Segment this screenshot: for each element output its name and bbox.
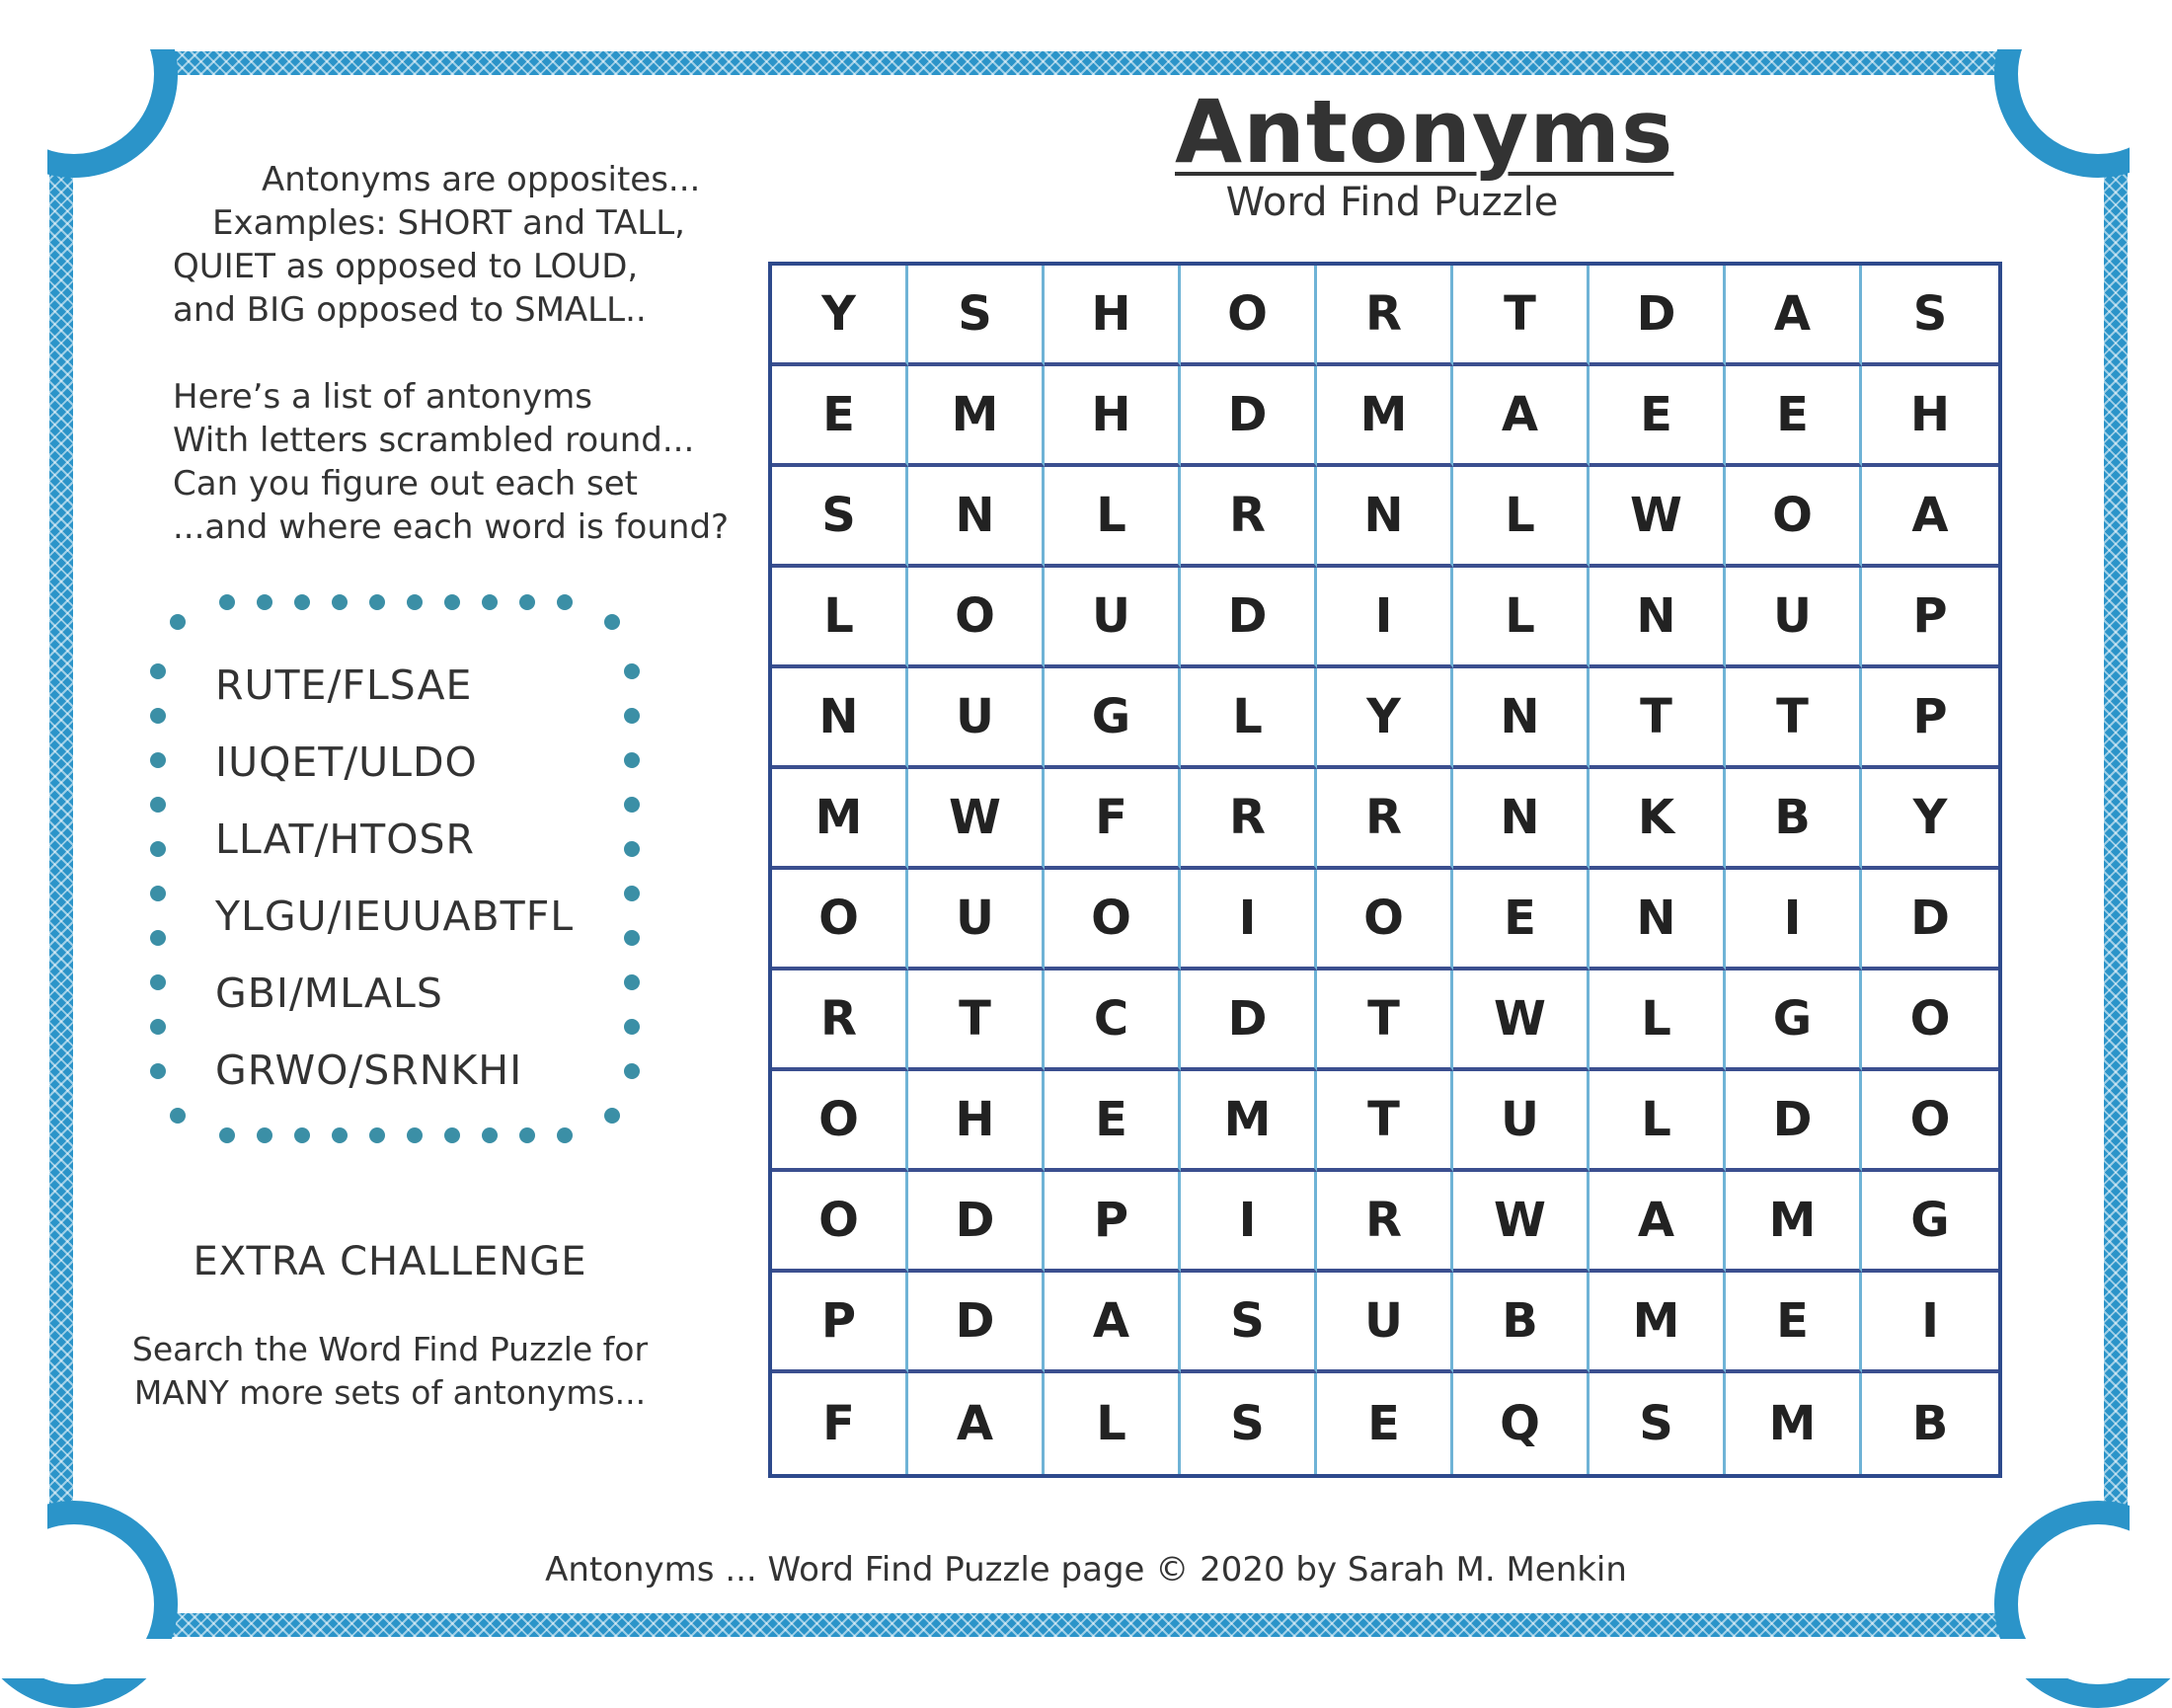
grid-cell[interactable]: S: [1181, 1373, 1317, 1474]
grid-cell[interactable]: F: [1045, 769, 1181, 870]
intro-line: [173, 332, 726, 375]
page-subtitle: Word Find Puzzle: [1225, 180, 1559, 225]
border-dot: [624, 841, 640, 857]
grid-cell[interactable]: Y: [772, 266, 908, 366]
border-dot: [444, 594, 460, 610]
grid-cell[interactable]: H: [908, 1071, 1045, 1172]
grid-cell[interactable]: T: [1453, 266, 1590, 366]
grid-cell[interactable]: U: [1317, 1273, 1453, 1373]
intro-line: QUIET as opposed to LOUD,: [173, 247, 639, 286]
grid-cell[interactable]: L: [1453, 467, 1590, 568]
border-dot: [150, 1019, 166, 1035]
word-find-grid: [768, 262, 2002, 1478]
grid-cell[interactable]: D: [1181, 366, 1317, 467]
border-dot: [624, 1019, 640, 1035]
intro-line: ...and where each word is found?: [173, 507, 730, 547]
grid-cell[interactable]: L: [772, 568, 908, 668]
grid-cell[interactable]: O: [1726, 467, 1862, 568]
margin-bottom: [0, 1639, 2172, 1678]
border-dot: [150, 797, 166, 813]
grid-cell[interactable]: S: [1862, 266, 1998, 366]
scrambled-word: RUTE/FLSAE: [215, 661, 473, 709]
grid-cell[interactable]: D: [1590, 266, 1726, 366]
border-dot: [482, 1127, 498, 1143]
grid-cell[interactable]: A: [1726, 266, 1862, 366]
grid-cell[interactable]: R: [1317, 266, 1453, 366]
grid-cell[interactable]: U: [908, 870, 1045, 970]
grid-cell[interactable]: N: [772, 668, 908, 769]
intro-line: and BIG opposed to SMALL..: [173, 290, 647, 330]
border-dot: [624, 974, 640, 990]
border-dot: [219, 1127, 235, 1143]
border-dot: [294, 594, 310, 610]
grid-cell[interactable]: H: [1045, 266, 1181, 366]
scrambled-word: YLGU/IEUUABTFL: [215, 893, 575, 940]
scrambled-word: IUQET/ULDO: [215, 738, 478, 786]
border-dot: [407, 594, 423, 610]
grid-cell[interactable]: E: [1317, 1373, 1453, 1474]
intro-line: With letters scrambled round...: [173, 421, 695, 460]
grid-cell[interactable]: W: [1590, 467, 1726, 568]
grid-cell[interactable]: R: [1181, 769, 1317, 870]
border-dot: [482, 594, 498, 610]
grid-cell[interactable]: O: [1317, 870, 1453, 970]
grid-cell[interactable]: C: [1045, 970, 1181, 1071]
grid-cell[interactable]: U: [908, 668, 1045, 769]
grid-cell[interactable]: P: [1862, 568, 1998, 668]
grid-cell[interactable]: I: [1181, 1172, 1317, 1273]
grid-cell[interactable]: U: [1453, 1071, 1590, 1172]
grid-cell[interactable]: S: [772, 467, 908, 568]
grid-cell[interactable]: M: [1317, 366, 1453, 467]
border-dot: [294, 1127, 310, 1143]
grid-cell[interactable]: D: [1181, 970, 1317, 1071]
grid-cell[interactable]: L: [1590, 1071, 1726, 1172]
grid-cell[interactable]: O: [1862, 1071, 1998, 1172]
grid-cell[interactable]: E: [1045, 1071, 1181, 1172]
border-dot: [150, 974, 166, 990]
border-dot: [257, 1127, 272, 1143]
grid-cell[interactable]: A: [1590, 1172, 1726, 1273]
grid-cell[interactable]: A: [1045, 1273, 1181, 1373]
grid-cell[interactable]: I: [1181, 870, 1317, 970]
grid-cell[interactable]: O: [772, 870, 908, 970]
border-dot: [332, 594, 348, 610]
grid-cell[interactable]: M: [1726, 1373, 1862, 1474]
grid-cell[interactable]: E: [772, 366, 908, 467]
intro-line: Can you figure out each set: [173, 464, 638, 504]
grid-cell[interactable]: N: [1453, 769, 1590, 870]
grid-cell[interactable]: S: [908, 266, 1045, 366]
grid-cell[interactable]: D: [1726, 1071, 1862, 1172]
border-left: [49, 160, 73, 1526]
border-dot: [604, 614, 620, 630]
border-dot: [369, 594, 385, 610]
grid-cell[interactable]: E: [1726, 366, 1862, 467]
grid-cell[interactable]: L: [1453, 568, 1590, 668]
grid-cell[interactable]: P: [1045, 1172, 1181, 1273]
border-dot: [519, 594, 535, 610]
grid-cell[interactable]: N: [1453, 668, 1590, 769]
grid-cell[interactable]: W: [1453, 970, 1590, 1071]
border-dot: [219, 594, 235, 610]
copyright-footer: Antonyms ... Word Find Puzzle page © 2020 by Sarah M. Menkin: [545, 1550, 1627, 1590]
border-dot: [519, 1127, 535, 1143]
grid-cell[interactable]: G: [1862, 1172, 1998, 1273]
border-dot: [624, 797, 640, 813]
grid-cell[interactable]: A: [1453, 366, 1590, 467]
grid-cell[interactable]: U: [1045, 568, 1181, 668]
border-dot: [604, 1108, 620, 1124]
grid-cell[interactable]: T: [1317, 970, 1453, 1071]
border-dot: [257, 594, 272, 610]
grid-cell[interactable]: T: [1590, 668, 1726, 769]
border-dot: [150, 708, 166, 724]
margin-left: [0, 0, 47, 1678]
border-dot: [150, 1063, 166, 1079]
grid-cell[interactable]: L: [1181, 668, 1317, 769]
grid-cell[interactable]: H: [1862, 366, 1998, 467]
border-right: [2104, 160, 2128, 1526]
grid-cell[interactable]: E: [1453, 870, 1590, 970]
grid-cell[interactable]: U: [1726, 568, 1862, 668]
border-dot: [624, 663, 640, 679]
grid-cell[interactable]: O: [772, 1071, 908, 1172]
grid-cell[interactable]: A: [908, 1373, 1045, 1474]
intro-line: Antonyms are opposites...: [262, 160, 701, 199]
scrambled-word: GRWO/SRNKHI: [215, 1047, 523, 1094]
grid-cell[interactable]: N: [1590, 568, 1726, 668]
grid-cell[interactable]: T: [908, 970, 1045, 1071]
grid-cell[interactable]: I: [1862, 1273, 1998, 1373]
grid-cell[interactable]: F: [772, 1373, 908, 1474]
grid-cell[interactable]: M: [772, 769, 908, 870]
grid-cell[interactable]: O: [908, 568, 1045, 668]
grid-cell[interactable]: W: [908, 769, 1045, 870]
border-dot: [444, 1127, 460, 1143]
grid-cell[interactable]: D: [1862, 870, 1998, 970]
grid-cell[interactable]: S: [1181, 1273, 1317, 1373]
grid-cell[interactable]: R: [1317, 1172, 1453, 1273]
grid-cell[interactable]: O: [1181, 266, 1317, 366]
grid-cell[interactable]: N: [908, 467, 1045, 568]
grid-cell[interactable]: Y: [1862, 769, 1998, 870]
grid-cell[interactable]: L: [1590, 970, 1726, 1071]
extra-challenge-line: Search the Word Find Puzzle for: [131, 1330, 649, 1368]
grid-cell[interactable]: I: [1726, 870, 1862, 970]
border-dot: [624, 752, 640, 768]
grid-cell[interactable]: A: [1862, 467, 1998, 568]
border-dot: [624, 1063, 640, 1079]
grid-cell[interactable]: P: [772, 1273, 908, 1373]
margin-top: [0, 0, 2172, 49]
scrambled-word: LLAT/HTOSR: [215, 815, 476, 863]
grid-cell[interactable]: S: [1590, 1373, 1726, 1474]
border-dot: [624, 930, 640, 946]
grid-cell[interactable]: D: [1181, 568, 1317, 668]
grid-cell[interactable]: B: [1911, 1396, 1949, 1451]
intro-poem: [173, 158, 730, 549]
grid-cell[interactable]: R: [772, 970, 908, 1071]
border-top: [163, 51, 2011, 75]
grid-cell[interactable]: G: [1726, 970, 1862, 1071]
border-dot: [150, 930, 166, 946]
grid-cell[interactable]: E: [1590, 366, 1726, 467]
margin-right: [2130, 0, 2172, 1678]
border-dot: [150, 841, 166, 857]
grid-cell[interactable]: M: [1181, 1071, 1317, 1172]
extra-challenge-text: [109, 1328, 671, 1415]
extra-challenge-line: MANY more sets of antonyms...: [133, 1373, 647, 1412]
grid-cell[interactable]: I: [1317, 568, 1453, 668]
border-dot: [557, 594, 573, 610]
grid-cell[interactable]: M: [1590, 1273, 1726, 1373]
grid-cell[interactable]: B: [1453, 1273, 1590, 1373]
grid-cell[interactable]: H: [1045, 366, 1181, 467]
grid-cell[interactable]: G: [1045, 668, 1181, 769]
grid-cell[interactable]: M: [908, 366, 1045, 467]
grid-cell[interactable]: D: [908, 1273, 1045, 1373]
border-dot: [407, 1127, 423, 1143]
border-bottom: [163, 1613, 2011, 1637]
border-dot: [150, 752, 166, 768]
grid-cell[interactable]: O: [1862, 970, 1998, 1071]
border-dot: [369, 1127, 385, 1143]
grid-cell[interactable]: R: [1317, 769, 1453, 870]
grid-cell[interactable]: D: [908, 1172, 1045, 1273]
grid-cell[interactable]: Q: [1453, 1373, 1590, 1474]
border-dot: [624, 886, 640, 901]
grid-cell[interactable]: E: [1726, 1273, 1862, 1373]
grid-cell[interactable]: K: [1590, 769, 1726, 870]
grid-cell[interactable]: L: [1045, 1373, 1181, 1474]
border-dot: [150, 886, 166, 901]
scrambled-word: GBI/MLALS: [215, 970, 443, 1017]
grid-cell[interactable]: O: [1045, 870, 1181, 970]
scrambled-words-list: [215, 647, 574, 1109]
border-dot: [332, 1127, 348, 1143]
border-dot: [170, 614, 186, 630]
border-dot: [170, 1108, 186, 1124]
grid-cell[interactable]: W: [1453, 1172, 1590, 1273]
grid-cell[interactable]: T: [1726, 668, 1862, 769]
extra-challenge-title: EXTRA CHALLENGE: [193, 1239, 587, 1284]
border-dot: [624, 708, 640, 724]
grid-cell[interactable]: Y: [1317, 668, 1453, 769]
border-dot: [557, 1127, 573, 1143]
grid-cell[interactable]: M: [1726, 1172, 1862, 1273]
grid-cell[interactable]: P: [1862, 668, 1998, 769]
grid-cell[interactable]: B: [1726, 769, 1862, 870]
page-title: Antonyms: [1175, 81, 1674, 183]
intro-line: Examples: SHORT and TALL,: [212, 203, 685, 243]
grid-cell[interactable]: N: [1590, 870, 1726, 970]
intro-line: Here’s a list of antonyms: [173, 377, 592, 417]
border-dot: [150, 663, 166, 679]
grid-cell[interactable]: O: [772, 1172, 908, 1273]
grid-cell[interactable]: L: [1045, 467, 1181, 568]
grid-cell[interactable]: T: [1317, 1071, 1453, 1172]
grid-cell[interactable]: R: [1181, 467, 1317, 568]
grid-cell[interactable]: N: [1317, 467, 1453, 568]
